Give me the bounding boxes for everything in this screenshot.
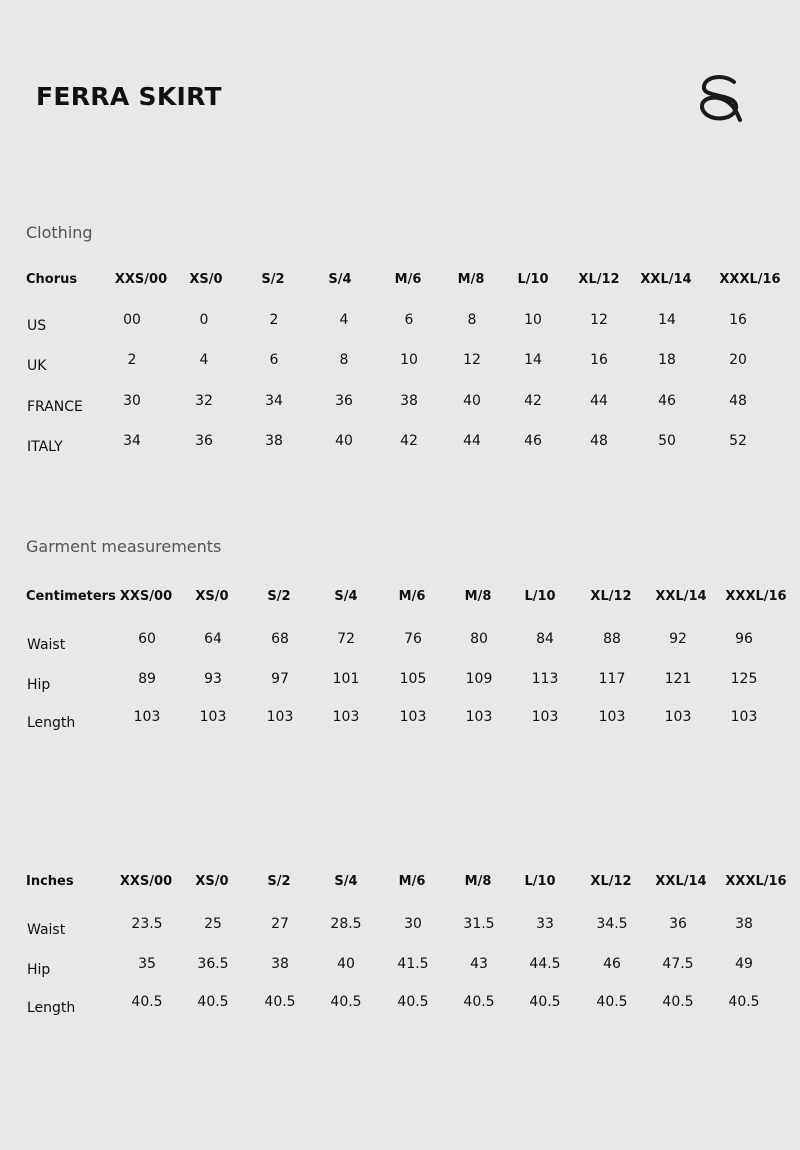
- table-cell: 20: [729, 352, 747, 368]
- size-header-xl-12: XL/12: [578, 272, 620, 287]
- table-cell: 46: [524, 433, 542, 449]
- page-title: FERRA SKIRT: [36, 82, 222, 111]
- table-cell: 34: [123, 433, 141, 449]
- table-cell: 30: [123, 393, 141, 409]
- size-header-s-2: S/2: [261, 272, 285, 287]
- table-cell: 14: [658, 312, 676, 328]
- table-cell: 36.5: [197, 956, 229, 972]
- table-cell: 34.5: [596, 916, 628, 932]
- size-header-xxs-00: XXS/00: [114, 272, 168, 287]
- inches-corner-label: Inches: [26, 874, 74, 889]
- table-cell: 2: [127, 352, 137, 368]
- table-cell: 23.5: [131, 916, 163, 932]
- table-cell: 89: [138, 671, 156, 687]
- size-header-m-8: M/8: [464, 589, 492, 604]
- centimeters-corner-label: Centimeters: [26, 589, 116, 604]
- table-cell: 44: [590, 393, 608, 409]
- row-label-length: Length: [27, 715, 76, 731]
- row-label-us: US: [27, 318, 47, 334]
- table-cell: 88: [603, 631, 621, 647]
- table-cell: 42: [400, 433, 418, 449]
- table-cell: 28.5: [330, 916, 362, 932]
- table-cell: 50: [658, 433, 676, 449]
- clothing-corner-label: Chorus: [26, 272, 78, 287]
- size-header-m-6: M/6: [394, 272, 422, 287]
- table-cell: 8: [467, 312, 477, 328]
- table-cell: 46: [603, 956, 621, 972]
- table-cell: 18: [658, 352, 676, 368]
- table-cell: 103: [465, 709, 493, 725]
- table-cell: 103: [266, 709, 294, 725]
- table-cell: 40: [337, 956, 355, 972]
- table-cell: 16: [729, 312, 747, 328]
- size-header-m-8: M/8: [464, 874, 492, 889]
- table-cell: 76: [404, 631, 422, 647]
- table-cell: 113: [531, 671, 559, 687]
- table-cell: 36: [195, 433, 213, 449]
- size-header-xxs-00: XXS/00: [119, 874, 173, 889]
- table-cell: 34: [265, 393, 283, 409]
- size-header-xs-0: XS/0: [195, 589, 229, 604]
- clothing-section-title: Clothing: [26, 223, 93, 242]
- row-label-waist: Waist: [27, 637, 66, 653]
- row-label-italy: ITALY: [27, 439, 63, 455]
- table-cell: 109: [465, 671, 493, 687]
- table-cell: 103: [399, 709, 427, 725]
- row-label-hip: Hip: [27, 677, 51, 693]
- brand-monogram-icon: [694, 72, 746, 124]
- table-cell: 64: [204, 631, 222, 647]
- size-header-m-6: M/6: [398, 874, 426, 889]
- table-cell: 10: [524, 312, 542, 328]
- table-cell: 48: [590, 433, 608, 449]
- table-cell: 40.5: [596, 994, 628, 1010]
- table-cell: 47.5: [662, 956, 694, 972]
- table-cell: 38: [265, 433, 283, 449]
- table-cell: 96: [735, 631, 753, 647]
- table-cell: 72: [337, 631, 355, 647]
- table-cell: 40.5: [397, 994, 429, 1010]
- size-header-l-10: L/10: [517, 272, 549, 287]
- table-cell: 103: [730, 709, 758, 725]
- table-cell: 27: [271, 916, 289, 932]
- table-cell: 40.5: [264, 994, 296, 1010]
- table-cell: 42: [524, 393, 542, 409]
- table-cell: 43: [470, 956, 488, 972]
- table-cell: 93: [204, 671, 222, 687]
- size-header-s-4: S/4: [334, 589, 358, 604]
- table-cell: 40.5: [463, 994, 495, 1010]
- table-cell: 00: [123, 312, 141, 328]
- table-cell: 103: [133, 709, 161, 725]
- table-cell: 121: [664, 671, 692, 687]
- size-header-m-6: M/6: [398, 589, 426, 604]
- table-cell: 103: [332, 709, 360, 725]
- table-cell: 44: [463, 433, 481, 449]
- size-header-m-8: M/8: [457, 272, 485, 287]
- table-cell: 10: [400, 352, 418, 368]
- table-cell: 49: [735, 956, 753, 972]
- table-cell: 40.5: [529, 994, 561, 1010]
- table-cell: 25: [204, 916, 222, 932]
- size-header-s-4: S/4: [334, 874, 358, 889]
- size-header-s-2: S/2: [267, 589, 291, 604]
- size-header-l-10: L/10: [524, 874, 556, 889]
- table-cell: 48: [729, 393, 747, 409]
- size-header-xl-12: XL/12: [590, 589, 632, 604]
- table-cell: 92: [669, 631, 687, 647]
- table-cell: 38: [735, 916, 753, 932]
- table-cell: 97: [271, 671, 289, 687]
- table-cell: 40.5: [728, 994, 760, 1010]
- table-cell: 46: [658, 393, 676, 409]
- table-cell: 41.5: [397, 956, 429, 972]
- table-cell: 38: [400, 393, 418, 409]
- table-cell: 101: [332, 671, 360, 687]
- row-label-waist: Waist: [27, 922, 66, 938]
- size-header-xxs-00: XXS/00: [119, 589, 173, 604]
- table-cell: 40.5: [131, 994, 163, 1010]
- table-cell: 36: [335, 393, 353, 409]
- size-header-xxl-14: XXL/14: [655, 874, 707, 889]
- table-cell: 8: [339, 352, 349, 368]
- table-cell: 12: [590, 312, 608, 328]
- table-cell: 35: [138, 956, 156, 972]
- table-cell: 38: [271, 956, 289, 972]
- table-cell: 16: [590, 352, 608, 368]
- table-cell: 32: [195, 393, 213, 409]
- table-cell: 40: [463, 393, 481, 409]
- table-cell: 4: [199, 352, 209, 368]
- size-header-xs-0: XS/0: [189, 272, 223, 287]
- table-cell: 52: [729, 433, 747, 449]
- table-cell: 6: [269, 352, 279, 368]
- size-header-xxl-14: XXL/14: [640, 272, 692, 287]
- table-cell: 6: [404, 312, 414, 328]
- table-cell: 60: [138, 631, 156, 647]
- row-label-hip: Hip: [27, 962, 51, 978]
- table-cell: 30: [404, 916, 422, 932]
- table-cell: 2: [269, 312, 279, 328]
- table-cell: 36: [669, 916, 687, 932]
- size-header-s-2: S/2: [267, 874, 291, 889]
- row-label-length: Length: [27, 1000, 76, 1016]
- size-header-xs-0: XS/0: [195, 874, 229, 889]
- table-cell: 12: [463, 352, 481, 368]
- size-header-xxxl-16: XXXL/16: [719, 272, 781, 287]
- table-cell: 103: [531, 709, 559, 725]
- size-header-xl-12: XL/12: [590, 874, 632, 889]
- table-cell: 103: [598, 709, 626, 725]
- table-cell: 84: [536, 631, 554, 647]
- table-cell: 40.5: [197, 994, 229, 1010]
- table-cell: 105: [399, 671, 427, 687]
- size-header-xxxl-16: XXXL/16: [725, 589, 787, 604]
- measurements-section-title: Garment measurements: [26, 537, 222, 556]
- table-cell: 40.5: [330, 994, 362, 1010]
- size-header-s-4: S/4: [328, 272, 352, 287]
- table-cell: 0: [199, 312, 209, 328]
- table-cell: 68: [271, 631, 289, 647]
- table-cell: 103: [664, 709, 692, 725]
- size-header-l-10: L/10: [524, 589, 556, 604]
- table-cell: 4: [339, 312, 349, 328]
- row-label-uk: UK: [27, 358, 47, 374]
- size-header-xxxl-16: XXXL/16: [725, 874, 787, 889]
- row-label-france: FRANCE: [27, 399, 83, 415]
- table-cell: 117: [598, 671, 626, 687]
- table-cell: 33: [536, 916, 554, 932]
- size-header-xxl-14: XXL/14: [655, 589, 707, 604]
- table-cell: 31.5: [463, 916, 495, 932]
- table-cell: 80: [470, 631, 488, 647]
- table-cell: 40.5: [662, 994, 694, 1010]
- table-cell: 14: [524, 352, 542, 368]
- table-cell: 125: [730, 671, 758, 687]
- table-cell: 40: [335, 433, 353, 449]
- table-cell: 103: [199, 709, 227, 725]
- table-cell: 44.5: [529, 956, 561, 972]
